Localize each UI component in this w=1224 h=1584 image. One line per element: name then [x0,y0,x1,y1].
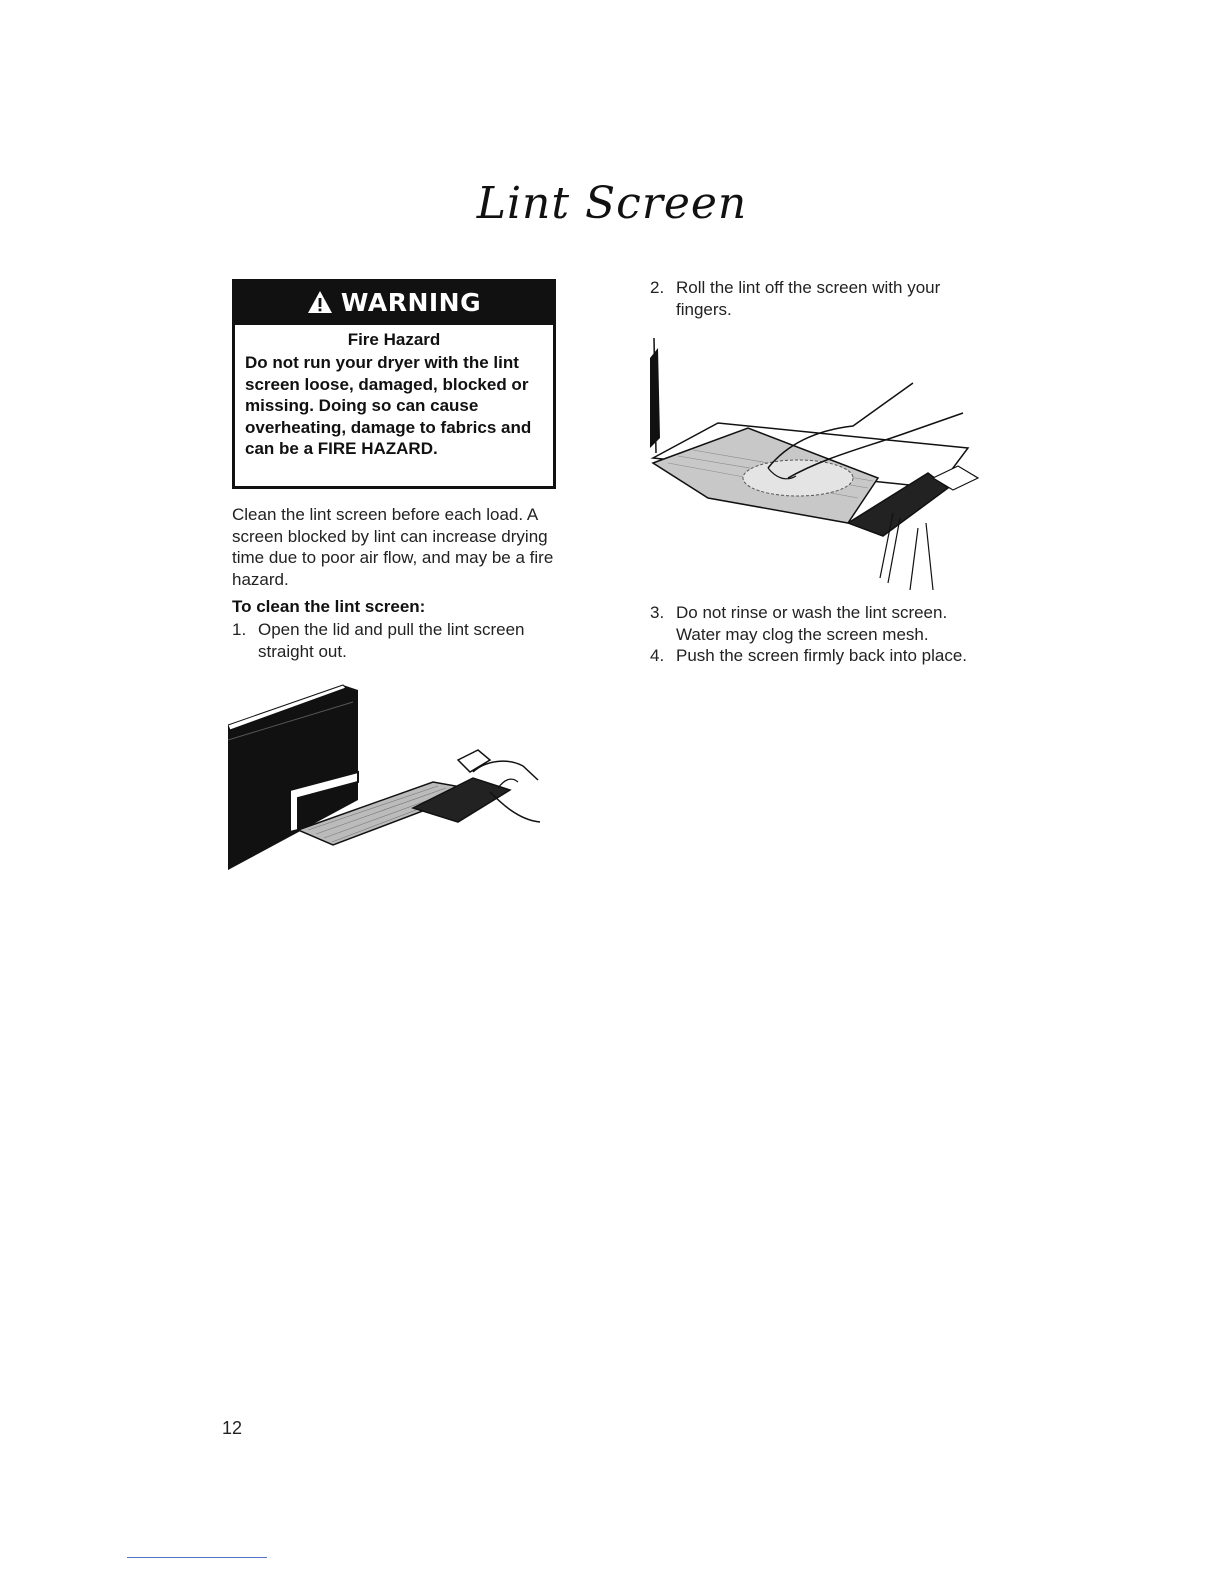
illustration-roll-lint [648,338,988,593]
step-1-number: 1. [232,620,247,639]
page-number: 12 [222,1418,243,1438]
warning-header [235,279,553,325]
step-3-number: 3. [650,603,665,622]
intro-paragraph: Clean the lint screen before each load. A screen blocked by lint can increase drying time due to poor air flow, and may be a fire hazard. [232,505,554,589]
page-title: Lint Screen [476,178,748,229]
step-4-number: 4. [650,646,665,665]
step-2 [650,277,990,320]
warning-triangle-icon [307,290,333,314]
illustration-pull-screen [228,680,548,875]
step-4 [650,645,990,667]
step-4-text: Push the screen firmly back into place. [676,646,968,665]
step-1 [232,619,532,662]
warning-box [232,279,556,489]
warning-body: Do not run your dryer with the lint screen loose, damaged, blocked or missing. Doing so can cause overheating, damage to fabrics and can be a FIRE HAZARD. [245,353,532,458]
step-2-text: Roll the lint off the screen with your fingers. [676,278,941,319]
warning-subtitle: Fire Hazard [347,330,441,349]
warning-label: WARNING [340,287,482,317]
step-1-text: Open the lid and pull the lint screen straight out. [258,620,525,661]
step-3 [650,602,990,645]
footer-rule [127,1557,267,1558]
instructions-heading: To clean the lint screen: [232,597,426,616]
step-3-text: Do not rinse or wash the lint screen. Water may clog the screen mesh. [676,603,948,644]
step-2-number: 2. [650,278,665,297]
